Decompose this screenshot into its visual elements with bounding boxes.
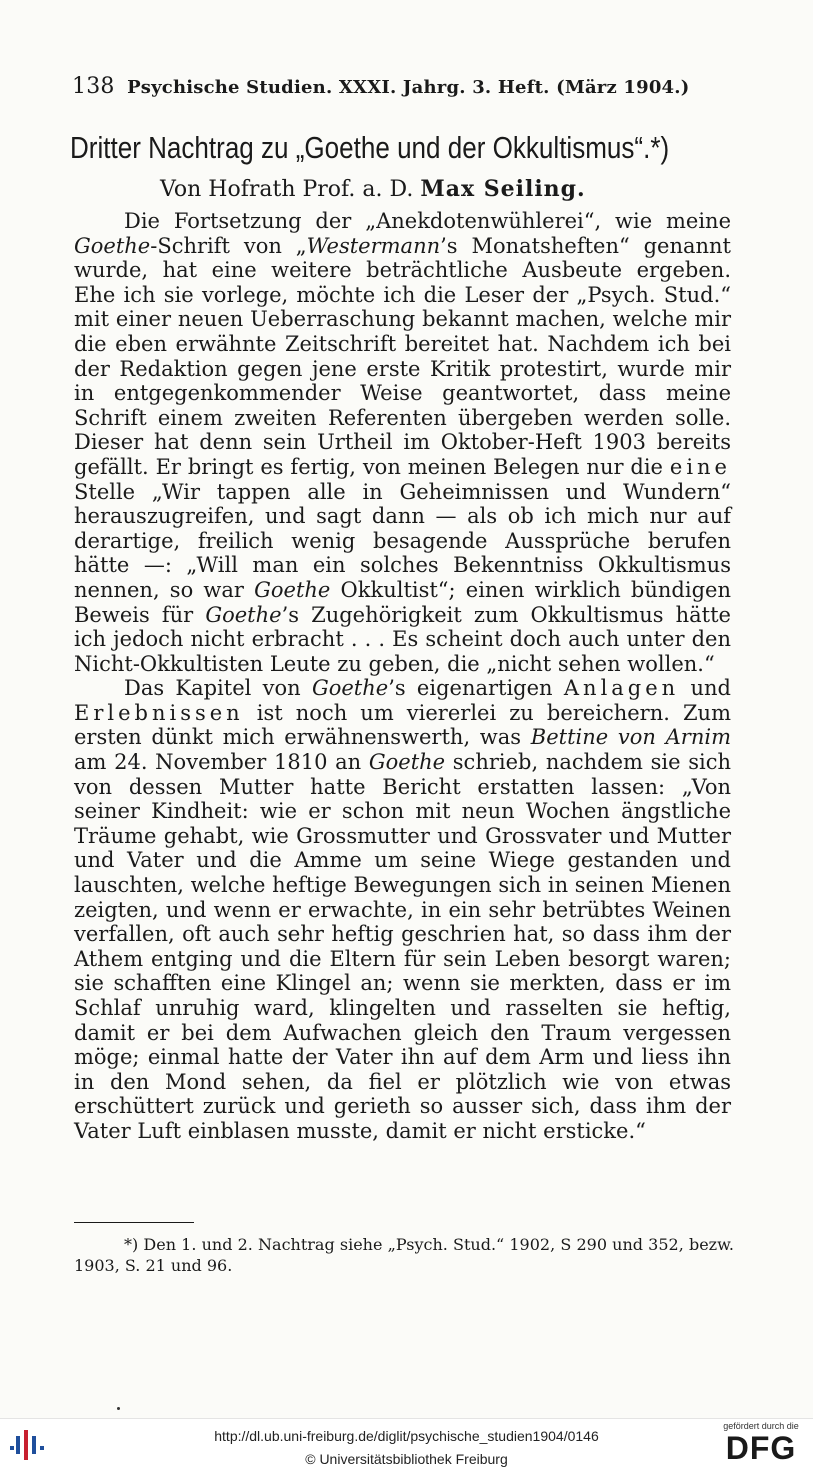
- italic-name: Goethe: [311, 676, 389, 701]
- italic-name: Goethe: [74, 233, 151, 258]
- logo-dot: [10, 1446, 14, 1450]
- author-name: Max Seiling.: [420, 176, 586, 202]
- permalink-url[interactable]: http://dl.ub.uni-freiburg.de/diglit/psychische_studien1904/0146: [214, 1428, 599, 1444]
- text-run: Die Fortsetzung der „Anekdotenwühlerei“, wie meine: [124, 209, 731, 233]
- text-run: am 24. November 1810 an: [74, 750, 362, 775]
- italic-name: Bettine von Arnim: [530, 725, 731, 750]
- article-title: Dritter Nachtrag zu „Goethe und der Okkultismus“.*): [70, 130, 670, 165]
- text-run: schrieb, nachdem sie sich von dessen Mutter hatte Bericht erstatten lassen: „Von seiner Kindheit: wie er schon mit neun Wochen ängstliche Träume gehabt, wie Grossmutter und Grossvater und Mutter und Vater und die Amme um seine Wiege gestanden und lauschten, welche heftige Bewegungen sich in seinen Mienen zeigten, und wenn er erwachte, in ein sehr betrübtes Weinen verfallen, oft auch sehr heftig geschrien hat, so dass ihm der Athem entging und die Eltern für sein Leben besorgt waren; sie schafften eine Klingel an; wenn sie merkten, dass er im Schlaf unruhig ward, klingelten und rasselten sie heftig, damit er bei dem Aufwachen gleich den Traum vergessen möge; einmal hatte der Vater ihn auf dem Arm und liess ihn in den Mond sehen, da fiel er plötzlich wie von etwas erschüttert zurück und gerieth so ausser sich, dass ihm der Vater Luft einblasen musste, damit er nicht ersticke.“: [74, 750, 731, 1143]
- byline: [160, 176, 720, 202]
- emphasized-word: Erlebnissen: [74, 700, 244, 725]
- emphasized-word: Anlagen: [563, 676, 680, 701]
- dfg-logo[interactable]: [716, 1421, 806, 1469]
- italic-name: Goethe: [254, 577, 331, 602]
- copyright-notice: © Universitätsbibliothek Freiburg: [305, 1451, 508, 1467]
- text-run: ist noch um viererlei zu bereichern. Zum ersten dünkt mich erwähnenswerth, was: [74, 700, 731, 750]
- footnote-text: *) Den 1. und 2. Nachtrag siehe „Psych. Stud.“ 1902, S 290 und 352, bezw. 1903, S. 21 und 96.: [74, 1235, 734, 1275]
- journal-running-title: Psychische Studien. XXXI. Jahrg. 3. Heft. (März 1904.): [127, 77, 690, 98]
- text-run: Okkultist“; einen wirklich bündigen Beweis für: [74, 577, 731, 627]
- footnote-rule: [74, 1222, 194, 1223]
- text-run: -Schrift von „: [150, 233, 307, 258]
- page-number: 138: [72, 74, 115, 99]
- running-header: [72, 74, 692, 99]
- emphasized-word: eine: [669, 454, 731, 479]
- byline-prefix: Von Hofrath Prof. a. D.: [160, 177, 414, 202]
- italic-name: Westermann: [306, 233, 441, 258]
- italic-name: Goethe: [205, 602, 282, 627]
- text-run: Stelle „Wir tappen alle in Geheimnissen und Wundern“ herauszugreifen, und sagt dann — als ob ich mich nur auf derartige, freilich wenig besagende Aussprüche berufen hätte —: „Will man ein solches Bekenntniss Okkultismus nennen, so war: [74, 479, 731, 602]
- logo-dot: [40, 1446, 44, 1450]
- italic-name: Goethe: [368, 750, 446, 775]
- text-run: ’s Monatsheften“ genannt wurde, hat eine weitere beträchtliche Ausbeute ergeben. Ehe ich sie vorlege, möchte ich die Leser der „Psych. Stud.“ mit einer neuen Ueberraschung bekannt machen, welche mir die eben erwähnte Zeitschrift bereitet hat. Nachdem ich bei der Redaktion gegen jene erste Kritik protestirt, wurde mir in entgegenkommender Weise geantwortet, dass meine Schrift einem zweiten Referenten übergeben werden solle. Dieser hat denn sein Urtheil im Oktober-Heft 1903 bereits gefällt. Er bringt es fertig, von meinen Belegen nur die: [74, 233, 731, 479]
- paragraph: [74, 209, 731, 676]
- scan-speck: [117, 1407, 120, 1410]
- text-run: Das Kapitel von: [124, 676, 301, 701]
- article-body: [74, 209, 731, 1144]
- footnote: [74, 1234, 734, 1276]
- paragraph: [74, 676, 731, 1143]
- text-run: und: [690, 676, 731, 701]
- dfg-caption: gefördert durch die: [723, 1421, 799, 1431]
- text-run: ’s eigenartigen: [388, 676, 553, 701]
- text-run: ’s Zugehörigkeit zum Okkultismus hätte ich jedoch nicht erbracht . . . Es scheint doch auch unter den Nicht-Okkultisten Leute zu geben, die „nicht sehen wollen.“: [74, 602, 731, 676]
- dfg-wordmark: DFG: [725, 1430, 797, 1466]
